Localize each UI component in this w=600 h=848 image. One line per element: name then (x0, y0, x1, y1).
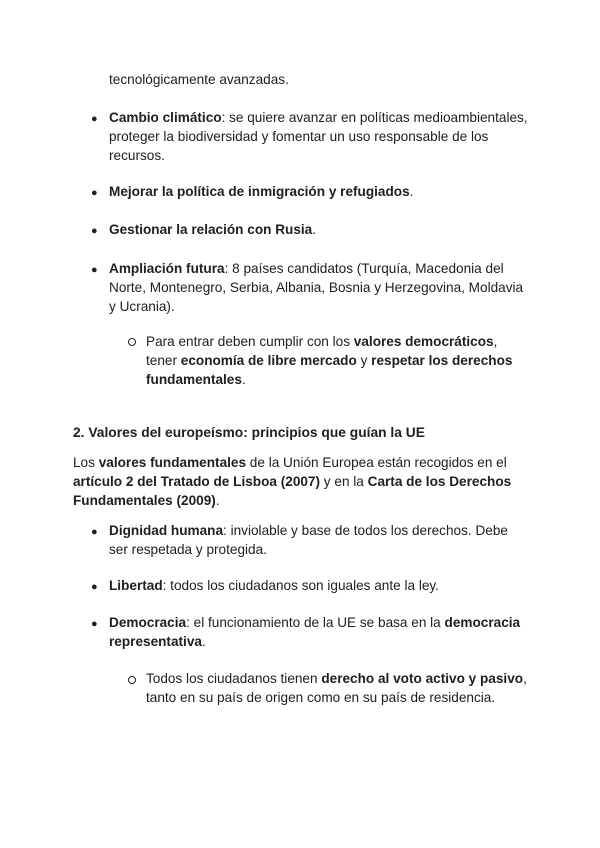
list-item-democracia: Democracia: el funcionamiento de la UE se basa en la democracia representativa. (109, 615, 521, 649)
bullet-icon: ● (91, 581, 98, 593)
bullet-icon: ● (91, 618, 98, 630)
list-item-libertad: Libertad: todos los ciudadanos son iguales ante la ley. (109, 578, 439, 593)
bullet-icon: ● (91, 526, 98, 538)
list-item-rusia: Gestionar la relación con Rusia. (109, 222, 316, 237)
bullet-icon: ● (91, 264, 98, 276)
bullet-icon: ● (91, 113, 98, 125)
continuation-line: tecnológicamente avanzadas. (109, 72, 289, 87)
intro-paragraph: Los valores fundamentales de la Unión Europea están recogidos en el artículo 2 del Tratado de Lisboa (2007) y en la Carta de los Derechos Fundamentales (2009). (73, 455, 512, 508)
list-item-ampliacion: Ampliación futura: 8 países candidatos (Turquía, Macedonia del Norte, Montenegro, Serbia, Albania, Bosnia y Herzegovina, Moldavia y Ucrania). (109, 261, 524, 314)
section-heading: 2. Valores del europeísmo: principios que guían la UE (73, 425, 425, 440)
list-item-inmigracion: Mejorar la política de inmigración y refugiados. (109, 184, 414, 199)
bullet-icon: ● (91, 225, 98, 237)
bullet-icon: ● (91, 187, 98, 199)
circle-bullet-icon (128, 676, 136, 684)
circle-bullet-icon (128, 338, 136, 346)
list-item-dignidad: Dignidad humana: inviolable y base de todos los derechos. Debe ser respetada y protegida. (109, 523, 508, 557)
list-item-cambio-climatico: Cambio climático: se quiere avanzar en políticas medioambientales, proteger la biodiversidad y fomentar un uso responsable de los recursos. (109, 110, 528, 163)
sublist-item-voto: Todos los ciudadanos tienen derecho al voto activo y pasivo, tanto en su país de origen como en su país de residencia. (146, 671, 527, 705)
sublist-item-requisitos: Para entrar deben cumplir con los valores democráticos, tener economía de libre mercado y respetar los derechos fundamentales. (146, 334, 513, 387)
